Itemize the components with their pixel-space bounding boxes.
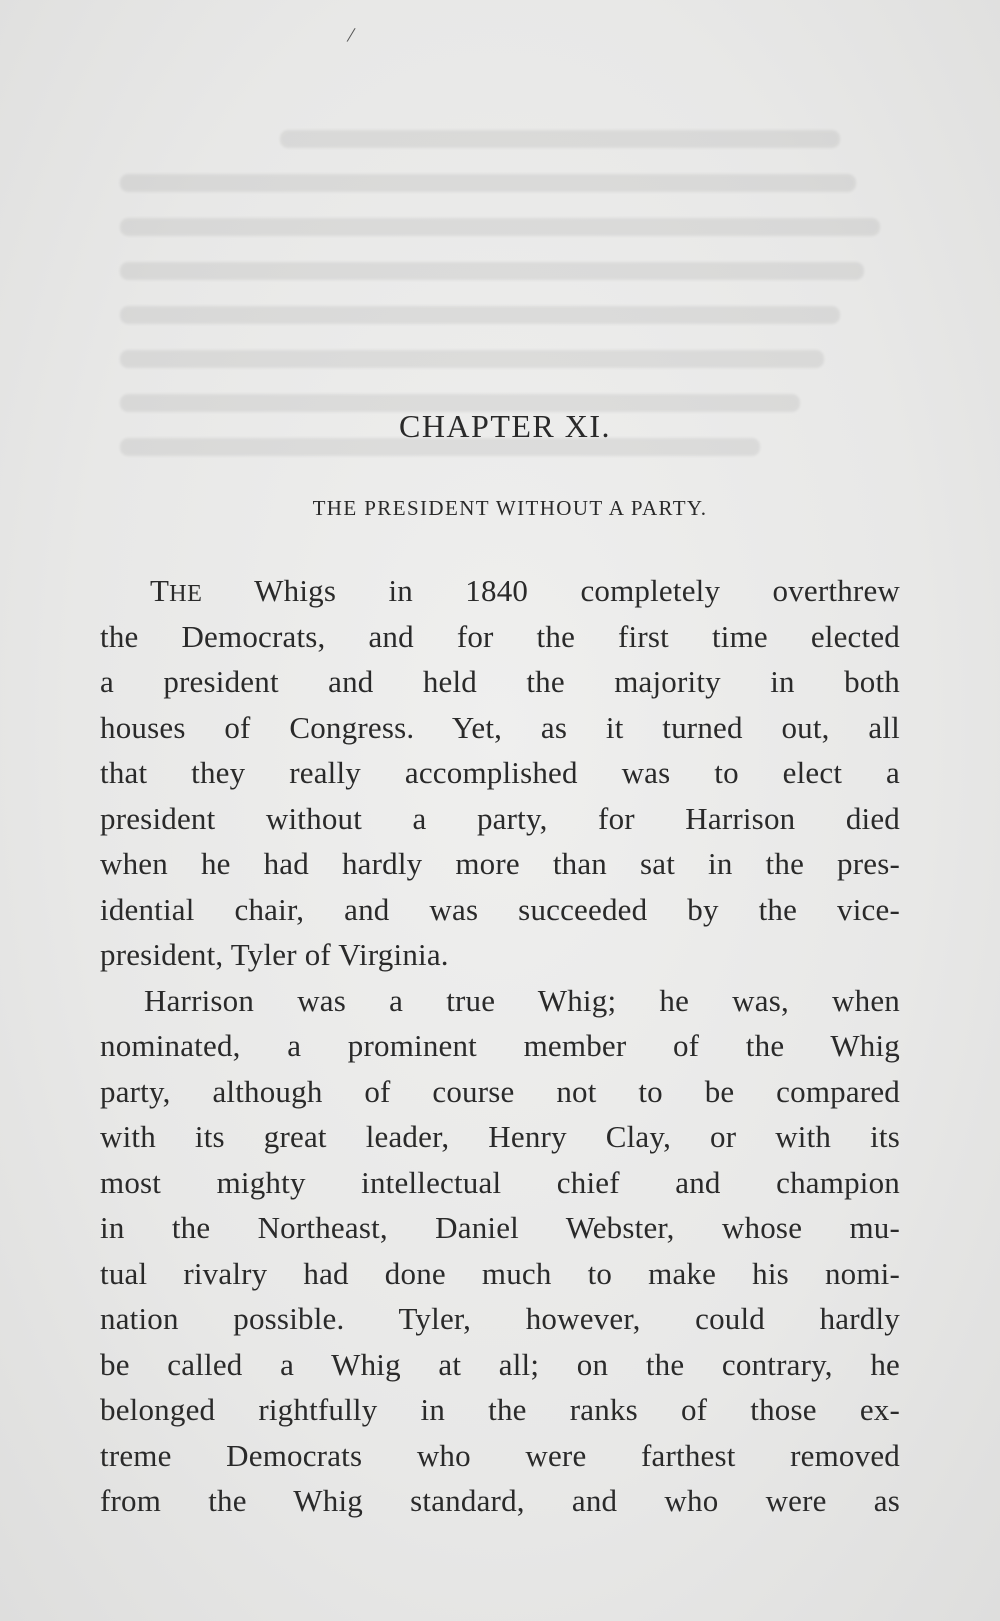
body-text: [100, 568, 900, 1524]
line-remainder: Whigs in 1840 completely overthrew: [202, 573, 900, 608]
text-line: a president and held the majority in both: [100, 664, 900, 699]
text-line: nation possible. Tyler, however, could hardly: [100, 1301, 900, 1336]
text-line: belonged rightfully in the ranks of those ex-: [100, 1392, 900, 1427]
text-line: party, although of course not to be compared: [100, 1073, 900, 1109]
text-line: president, Tyler of Virginia.: [100, 937, 449, 972]
text-line: in the Northeast, Daniel Webster, whose mu-: [100, 1210, 900, 1245]
text-line: with its great leader, Henry Clay, or with its: [100, 1119, 900, 1154]
text-line: when he had hardly more than sat in the pres-: [100, 846, 900, 881]
text-line: tual rivalry had done much to make his nomi-: [100, 1255, 900, 1291]
paragraph-2: [100, 978, 900, 1524]
bleed-through-shadow: [120, 130, 920, 550]
text-line: the Democrats, and for the first time elected: [100, 618, 900, 654]
text-line: nominated, a prominent member of the Whig: [100, 1028, 900, 1063]
text-line: be called a Whig at all; on the contrary, he: [100, 1346, 900, 1382]
text-line: [100, 568, 900, 614]
stray-pencil-mark: /: [345, 21, 357, 48]
text-line: from the Whig standard, and who were as: [100, 1483, 900, 1518]
small-caps-lead: HE: [169, 580, 203, 607]
chapter-heading: CHAPTER XI.: [398, 408, 612, 444]
text-line: Harrison was a true Whig; he was, when: [144, 982, 900, 1018]
paragraph-1: [100, 568, 900, 978]
drop-letter: T: [150, 573, 170, 608]
text-line: houses of Congress. Yet, as it turned out, all: [100, 709, 900, 745]
text-line: treme Democrats who were farthest removed: [100, 1437, 900, 1473]
text-line: most mighty intellectual chief and champion: [100, 1164, 900, 1200]
chapter-subtitle: THE PRESIDENT WITHOUT A PARTY.: [312, 496, 708, 520]
text-line: president without a party, for Harrison died: [100, 800, 900, 836]
text-line: idential chair, and was succeeded by the vice-: [100, 891, 900, 927]
text-line: that they really accomplished was to elect a: [100, 755, 900, 790]
